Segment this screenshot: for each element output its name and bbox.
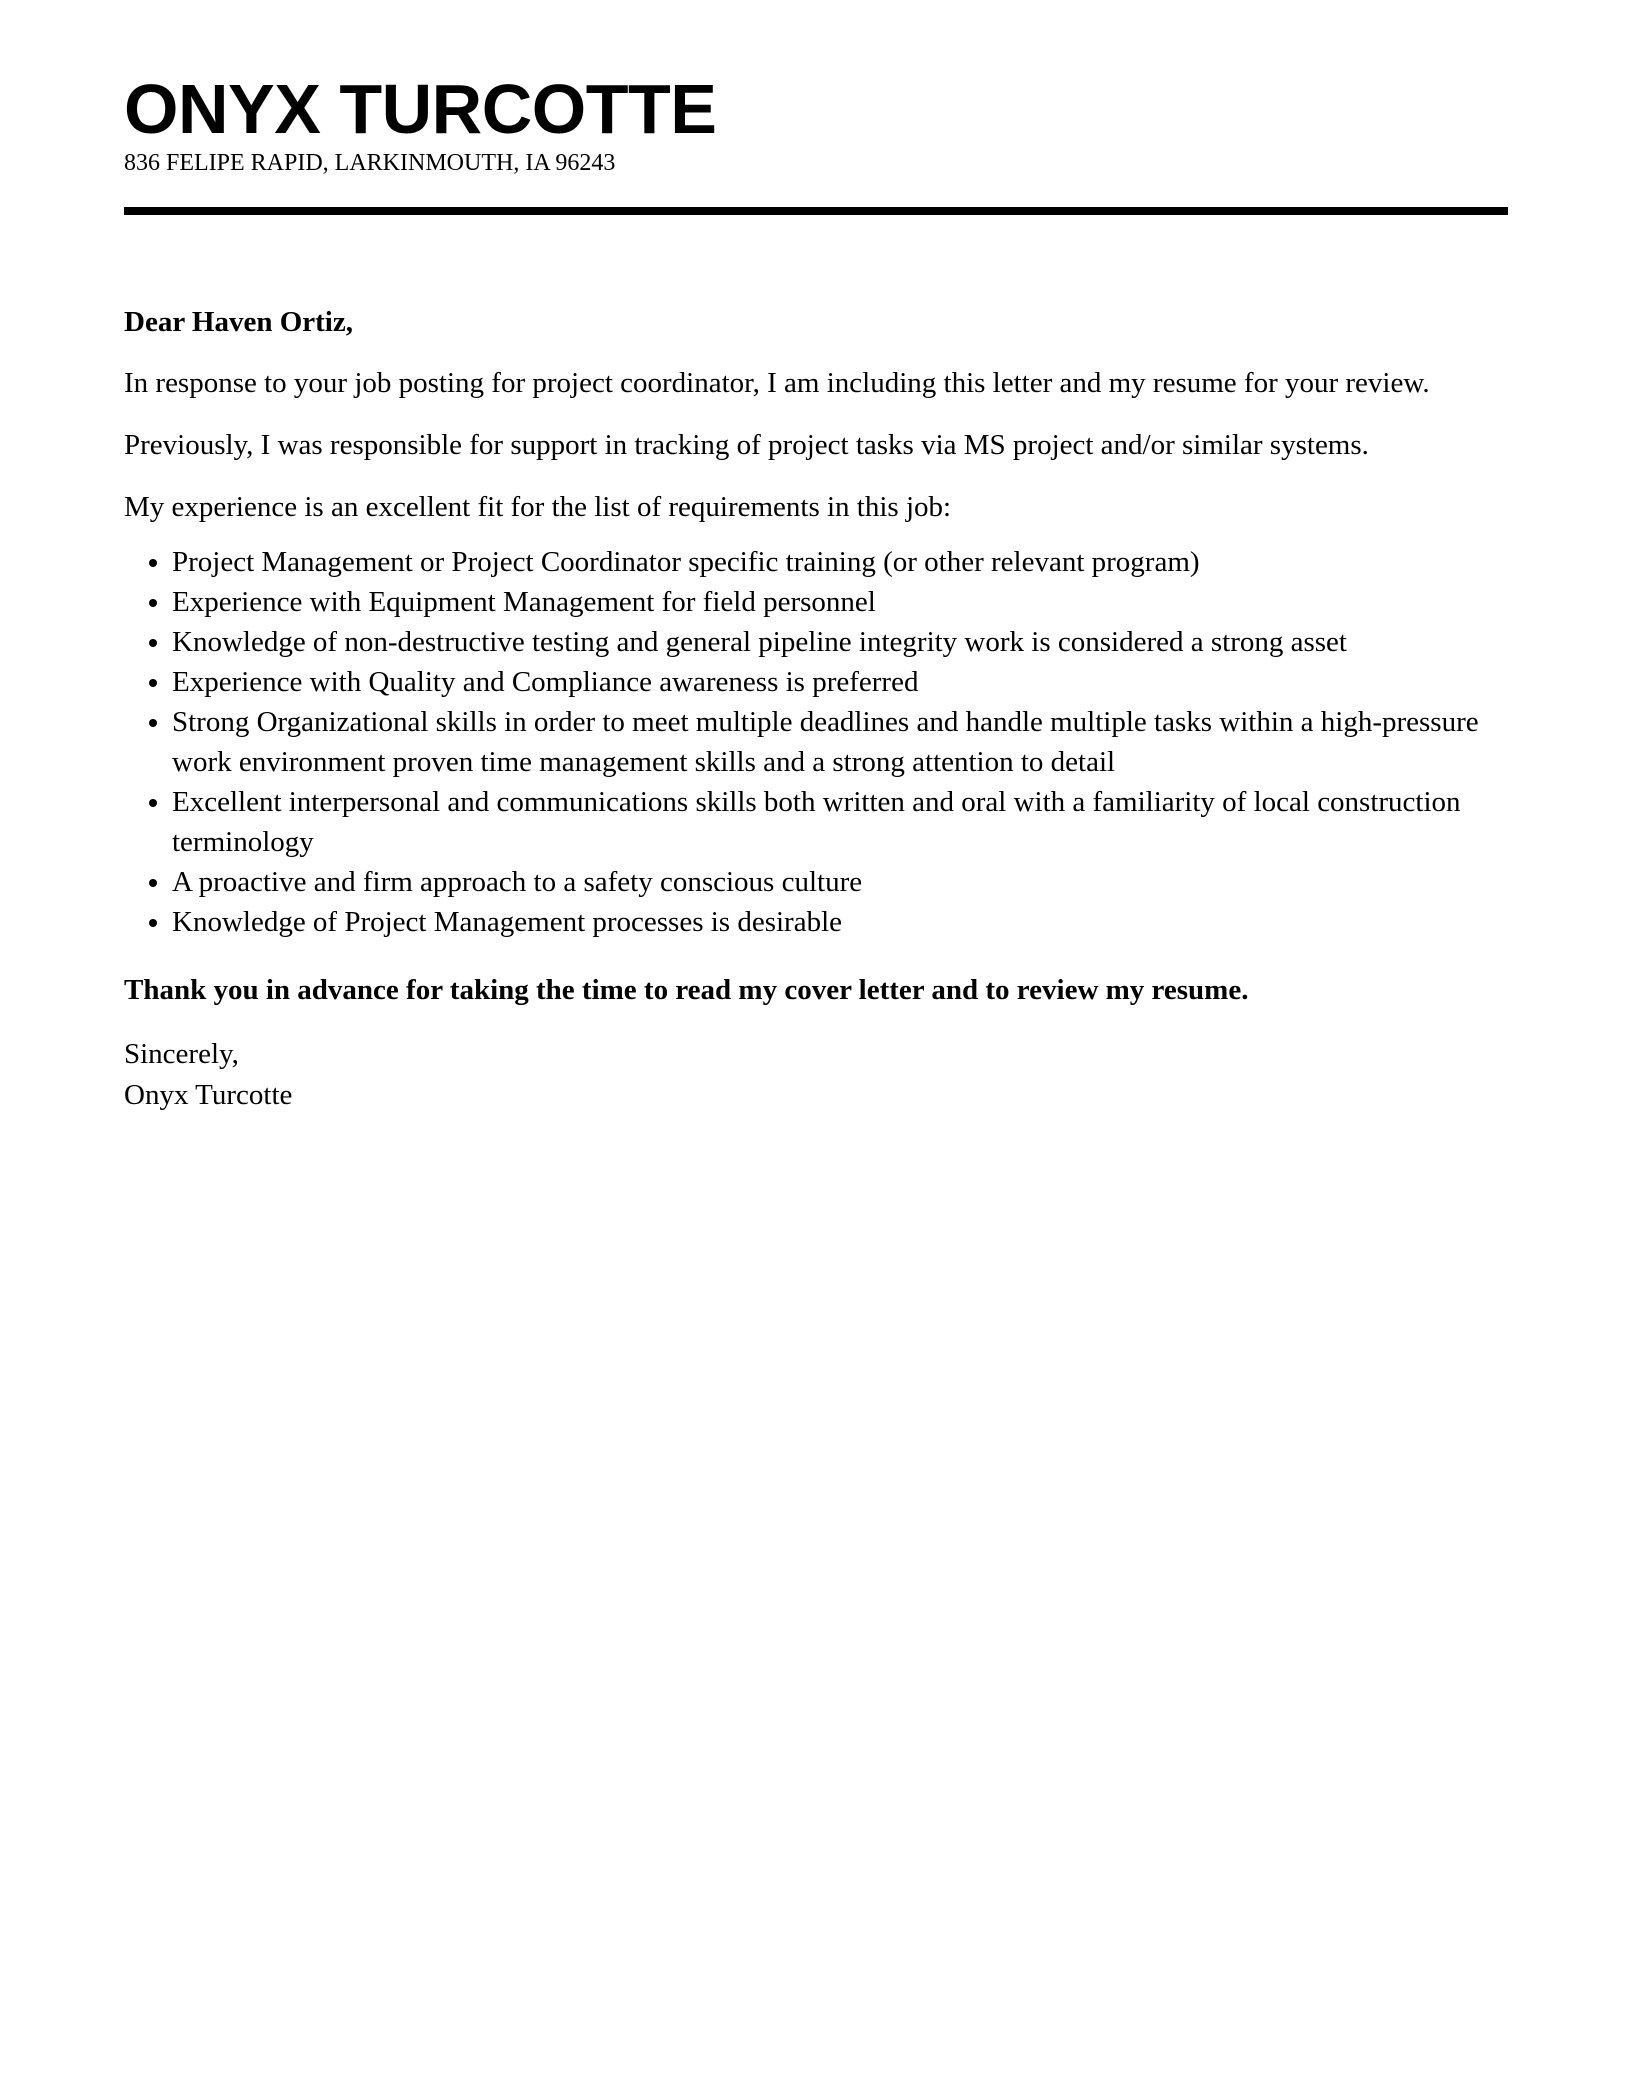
letter-body [124, 302, 1508, 1116]
list-item: • Excellent interpersonal and communications skills both written and oral with a familiarity of local construction terminology [172, 782, 1508, 862]
list-item: • Experience with Equipment Management for field personnel [172, 582, 1508, 622]
list-item: • Strong Organizational skills in order to meet multiple deadlines and handle multiple tasks within a high-pressure work environment proven time management skills and a strong attention to detail [172, 702, 1508, 782]
list-item: • Project Management or Project Coordinator specific training (or other relevant program) [172, 542, 1508, 582]
list-item: • Knowledge of non-destructive testing and general pipeline integrity work is considered a strong asset [172, 622, 1508, 662]
signature: Onyx Turcotte [124, 1079, 293, 1111]
paragraph-requirements-intro: My experience is an excellent fit for the list of requirements in this job: [124, 491, 952, 523]
applicant-address: 836 FELIPE RAPID, LARKINMOUTH, IA 96243 [124, 150, 616, 176]
paragraph-intro: In response to your job posting for project coordinator, I am including this letter and my resume for your review. [124, 367, 1430, 399]
list-item: • Knowledge of Project Management processes is desirable [172, 902, 1508, 942]
header-divider [124, 207, 1508, 215]
list-item: • A proactive and firm approach to a safety conscious culture [172, 862, 1508, 902]
signoff: Sincerely, [124, 1038, 239, 1070]
applicant-name: ONYX TURCOTTE [124, 70, 717, 148]
requirements-list [124, 542, 1508, 942]
list-item: • Experience with Quality and Compliance awareness is preferred [172, 662, 1508, 702]
paragraph-experience: Previously, I was responsible for support in tracking of project tasks via MS project and/or similar systems. [124, 429, 1369, 461]
greeting: Dear Haven Ortiz, [124, 306, 353, 338]
closing-statement: Thank you in advance for taking the time to read my cover letter and to review my resume. [124, 974, 1249, 1006]
